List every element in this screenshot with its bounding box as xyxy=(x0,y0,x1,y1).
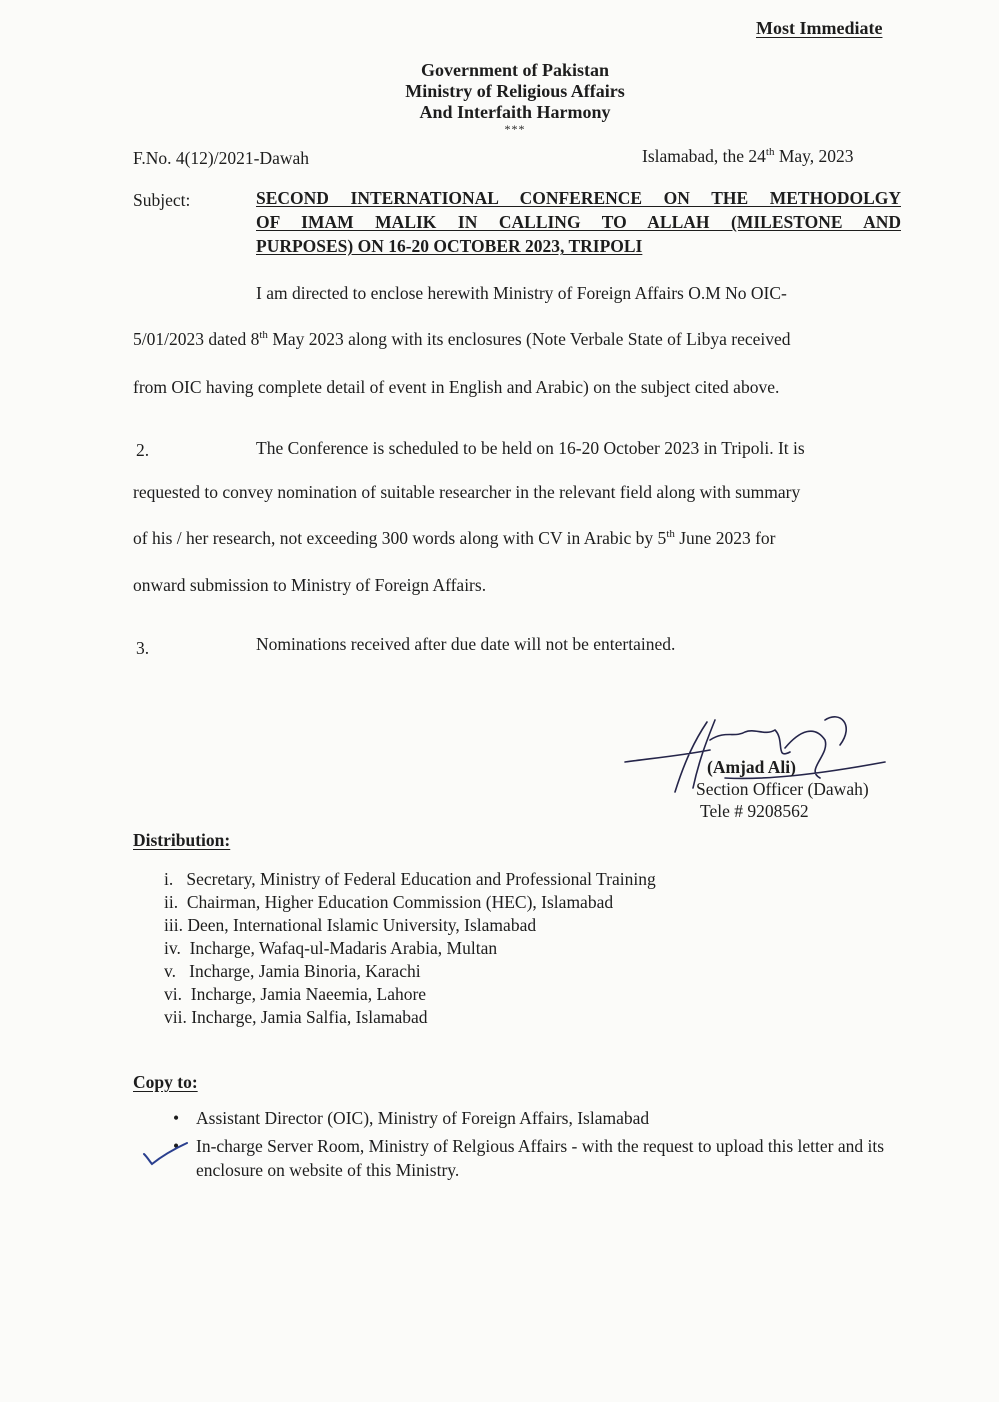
list-item: iii. Deen, International Islamic University, Islamabad xyxy=(164,915,537,935)
checkmark-icon xyxy=(140,1140,190,1168)
list-item: • Assistant Director (OIC), Ministry of Foreign Affairs, Islamabad xyxy=(173,1108,650,1128)
list-item: iv. Incharge, Wafaq-ul-Madaris Arabia, Multan xyxy=(164,938,498,958)
file-number: F.No. 4(12)/2021-Dawah xyxy=(133,148,309,168)
letter-date xyxy=(642,146,854,167)
subject-line-3: PURPOSES) ON 16-20 OCTOBER 2023, TRIPOLI xyxy=(256,236,643,256)
para3-text: Nominations received after due date will not be entertained. xyxy=(256,634,676,654)
letterhead-line-1: Government of Pakistan xyxy=(421,60,609,80)
list-item: v. Incharge, Jamia Binoria, Karachi xyxy=(164,961,421,981)
signatory-name: (Amjad Ali) xyxy=(707,757,796,777)
para2-line-3: of his / her research, not exceeding 300 words along with CV in Arabic by 5th June 2023 for xyxy=(133,528,776,548)
subject-line-1: SECOND INTERNATIONAL CONFERENCE ON THE METHODOLGY xyxy=(256,188,901,208)
para1-line-3: from OIC having complete detail of event in English and Arabic) on the subject cited above. xyxy=(133,377,780,397)
para3-number: 3. xyxy=(136,638,150,658)
para2-number: 2. xyxy=(136,440,150,460)
letterhead-line-3: And Interfaith Harmony xyxy=(419,102,611,122)
priority-label: Most Immediate xyxy=(756,18,883,38)
subject-title xyxy=(256,186,901,258)
para2-line-1: The Conference is scheduled to be held on 16-20 October 2023 in Tripoli. It is xyxy=(256,438,805,458)
date-prefix: Islamabad, the 24 xyxy=(642,146,766,166)
para2-line-2: requested to convey nomination of suitable researcher in the relevant field along with summary xyxy=(133,482,801,502)
list-item: ii. Chairman, Higher Education Commission (HEC), Islamabad xyxy=(164,892,614,912)
signature-block xyxy=(696,756,869,822)
subject-line-2: OF IMAM MALIK IN CALLING TO ALLAH (MILESTONE AND xyxy=(256,212,901,232)
letterhead-stars: *** xyxy=(504,122,526,136)
list-item: i. Secretary, Ministry of Federal Education and Professional Training xyxy=(164,869,656,889)
letterhead-line-2: Ministry of Religious Affairs xyxy=(405,81,625,101)
date-sup: th xyxy=(765,146,775,159)
copy-to-heading: Copy to: xyxy=(133,1072,198,1092)
list-item: • In-charge Server Room, Ministry of Relgious Affairs - with the request to upload this letter and its enclosure on website of this Ministry. xyxy=(173,1136,885,1180)
signatory-tele: Tele # 9208562 xyxy=(700,801,809,821)
letterhead xyxy=(0,60,999,135)
bullet-icon: • xyxy=(173,1108,180,1128)
date-suffix: May, 2023 xyxy=(774,146,854,166)
list-item: vii. Incharge, Jamia Salfia, Islamabad xyxy=(164,1007,428,1027)
para1-line-1: I am directed to enclose herewith Ministry of Foreign Affairs O.M No OIC- xyxy=(256,283,787,303)
signatory-designation: Section Officer (Dawah) xyxy=(696,779,869,799)
bullet-icon: • xyxy=(173,1136,180,1156)
distribution-list xyxy=(164,868,656,1029)
copy-to-list xyxy=(173,1106,901,1186)
para2-line-4: onward submission to Ministry of Foreign Affairs. xyxy=(133,575,487,595)
para1-line-2: 5/01/2023 dated 8th May 2023 along with its enclosures (Note Verbale State of Libya received xyxy=(133,329,791,349)
subject-label: Subject: xyxy=(133,190,191,210)
distribution-heading: Distribution: xyxy=(133,830,231,850)
list-item: vi. Incharge, Jamia Naeemia, Lahore xyxy=(164,984,427,1004)
